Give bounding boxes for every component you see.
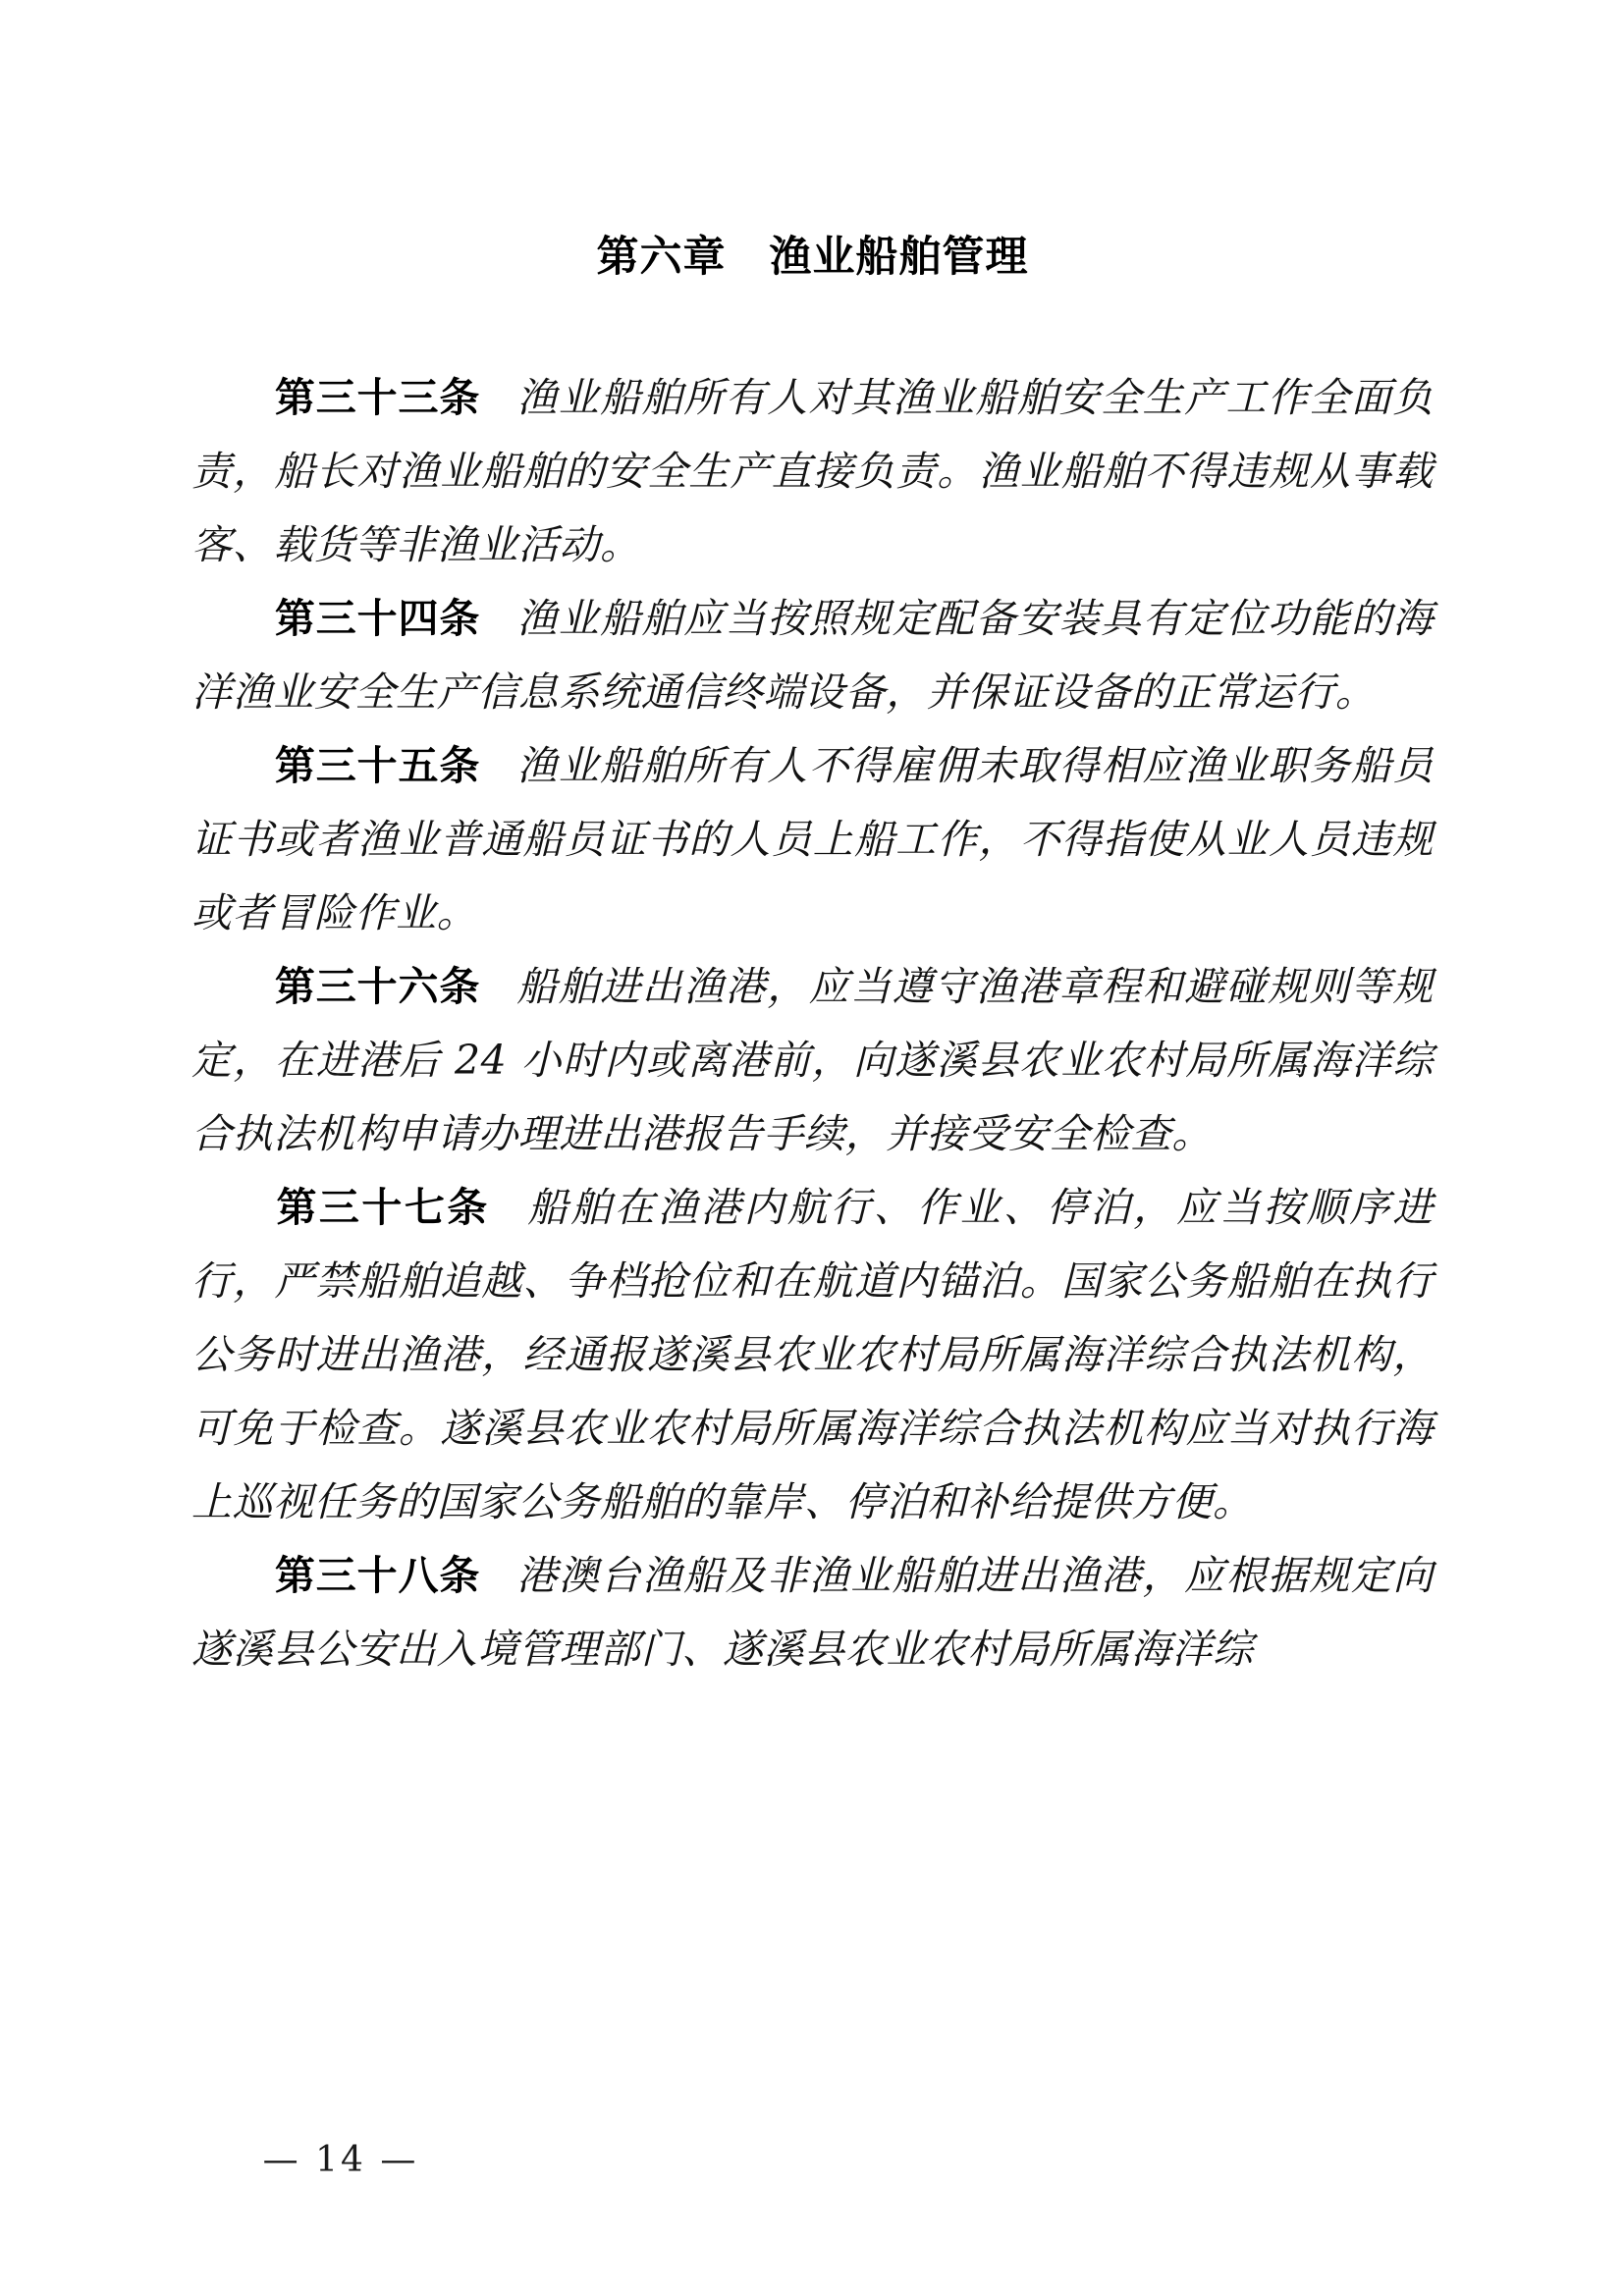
article-label: 第三十七条	[274, 1185, 490, 1230]
article-paragraph	[191, 361, 1434, 582]
article-body: 船舶进出渔港，应当遵守渔港章程和避碰规则等规定，在进港后 24 小时内或离港前，向遂溪县农业农村局所属海洋综合执法机构申请办理进出港报告手续，并接受安全检查。	[191, 963, 1435, 1157]
article-paragraph	[191, 950, 1434, 1171]
article-paragraph	[191, 729, 1434, 950]
heading-spacer	[191, 287, 1434, 361]
article-paragraph	[191, 1171, 1434, 1539]
article-body: 船舶在渔港内航行、作业、停泊，应当按顺序进行，严禁船舶追越、争档抢位和在航道内锚泊。国家公务船舶在执行公务时进出渔港，经通报遂溪县农业农村局所属海洋综合执法机构，可免于检查。遂溪县农业农村局所属海洋综合执法机构应当对执行海上巡视任务的国家公务船舶的靠岸、停泊和补给提供方便。	[191, 1184, 1435, 1525]
article-label: 第三十三条	[274, 375, 481, 420]
article-body: 渔业船舶应当按照规定配备安装具有定位功能的海洋渔业安全生产信息系统通信终端设备，并保证设备的正常运行。	[191, 595, 1435, 716]
article-body: 渔业船舶所有人对其渔业船舶安全生产工作全面负责，船长对渔业船舶的安全生产直接负责。渔业船舶不得违规从事载客、载货等非渔业活动。	[191, 374, 1435, 568]
page-content	[191, 228, 1434, 1686]
article-label: 第三十六条	[274, 964, 481, 1009]
article-label: 第三十五条	[274, 743, 481, 788]
article-body: 港澳台渔船及非渔业船舶进出渔港，应根据规定向遂溪县公安出入境管理部门、遂溪县农业农村局所属海洋综	[191, 1552, 1435, 1673]
article-label: 第三十八条	[274, 1553, 481, 1598]
chapter-heading: 第六章 渔业船舶管理	[596, 234, 1029, 281]
article-body: 渔业船舶所有人不得雇佣未取得相应渔业职务船员证书或者渔业普通船员证书的人员上船工作，不得指使从业人员违规或者冒险作业。	[191, 742, 1435, 936]
article-paragraph	[191, 1539, 1434, 1686]
page-number: — 14 —	[262, 2140, 419, 2180]
article-paragraph	[191, 582, 1434, 729]
article-label: 第三十四条	[274, 596, 481, 641]
page-footer	[0, 2140, 1624, 2180]
